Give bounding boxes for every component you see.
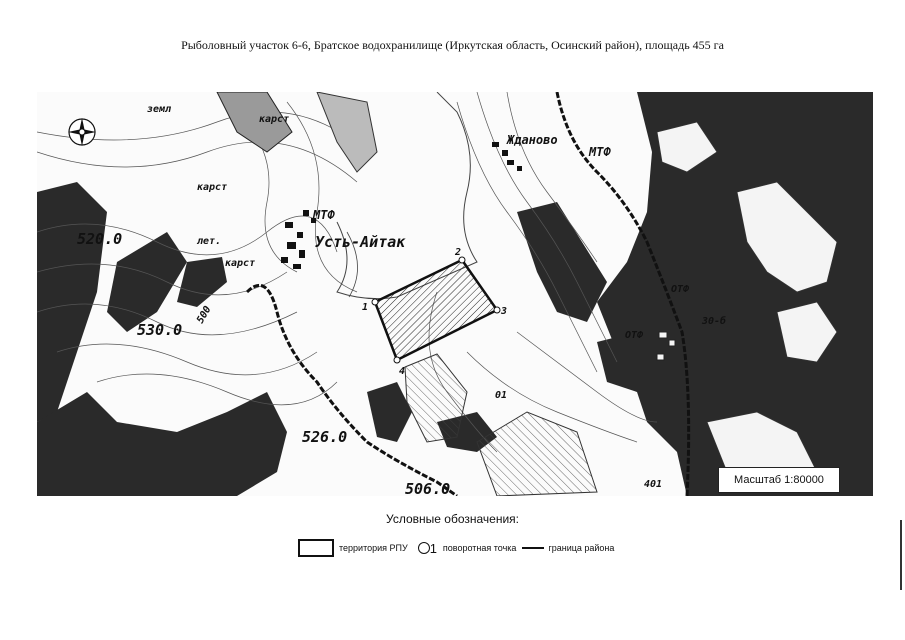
label-karst: карст [259, 114, 290, 125]
height-520: 520.0 [77, 230, 123, 248]
label-zhdanovo: Жданово [507, 133, 558, 147]
height-506: 506.0 [405, 480, 451, 496]
scale-box: Масштаб 1:80000 [718, 467, 840, 493]
legend-boundary-label: граница района [548, 543, 615, 553]
height-530: 530.0 [137, 321, 183, 339]
legend-point-number: 1 [429, 540, 437, 556]
legend-title: Условные обозначения: [386, 512, 519, 526]
contour-01: 01 [495, 390, 508, 401]
map-area[interactable] [37, 92, 873, 496]
label-mtf: МТФ [313, 208, 335, 222]
point-4: 4 [399, 366, 406, 377]
point-2: 2 [455, 247, 462, 258]
legend-territory-label: территория РПУ [339, 543, 408, 553]
contour-401: 401 [644, 479, 663, 490]
label-karst: карст [197, 182, 228, 193]
label-karst: карст [225, 258, 256, 269]
territory-swatch-icon [298, 539, 334, 557]
scan-edge-mark [900, 520, 902, 590]
boundary-line-icon [522, 547, 544, 549]
map-canvas [37, 92, 873, 496]
point-1: 1 [362, 302, 369, 313]
label-let: лет. [197, 236, 222, 247]
label-ust-aitak: Усть-Айтак [315, 233, 406, 251]
page-title: Рыболовный участок 6-6, Братское водохранилище (Иркутская область, Осинский район), площадь 455 га [181, 38, 724, 52]
label-otf: ОТФ [625, 330, 644, 341]
point-3: 3 [501, 306, 508, 317]
label-zeml: земл [147, 104, 172, 115]
turning-point-icon [418, 542, 430, 554]
legend [298, 538, 614, 558]
label-mtf: МТФ [589, 145, 611, 159]
contour-30: 30-б [702, 316, 727, 327]
height-526: 526.0 [302, 428, 348, 446]
contour-500: 500 [195, 304, 214, 326]
label-otf: ОТФ [671, 284, 690, 295]
legend-point-label: поворотная точка [442, 543, 517, 553]
